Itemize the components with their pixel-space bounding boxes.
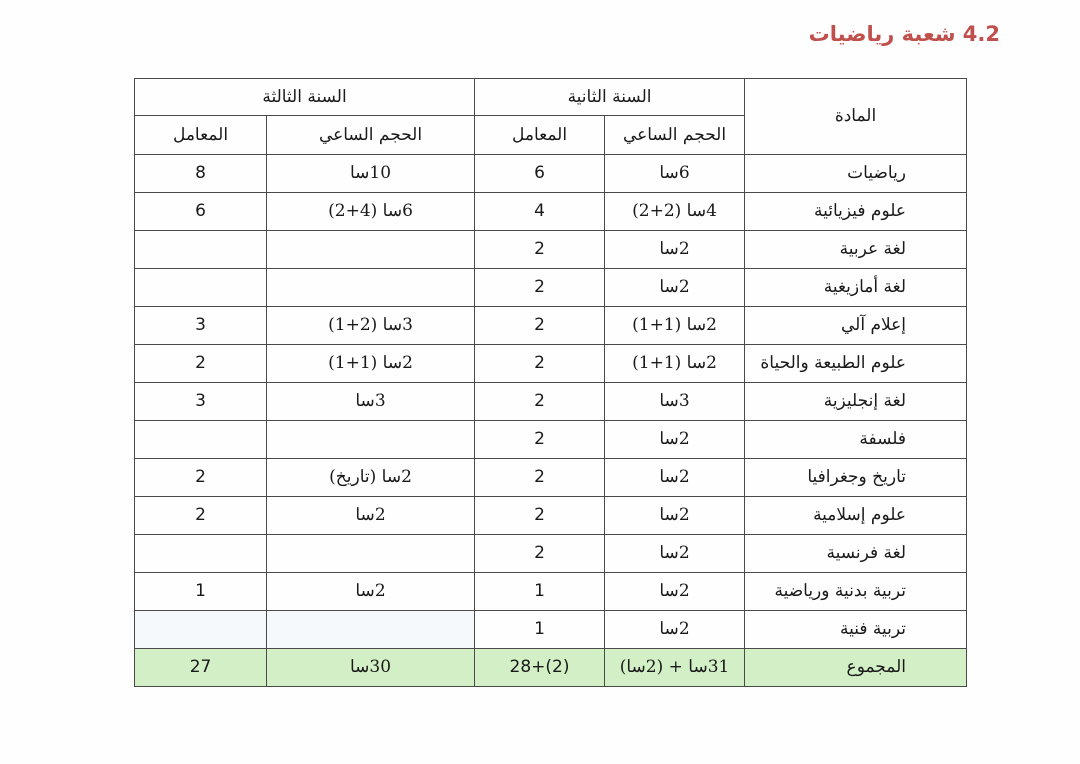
total-year3-hours-cell: 30سا [267,649,475,687]
table-row [135,269,967,307]
table-row [135,383,967,421]
year3-hours-cell [267,421,475,459]
year3-hours-cell: 6سا (4+2) [267,193,475,231]
subject-header: المادة [745,79,967,155]
table-row [135,231,967,269]
year3-hours-cell: 2سا (تاريخ) [267,459,475,497]
subject-cell: تربية بدنية ورياضية [745,573,967,611]
subject-cell: لغة إنجليزية [745,383,967,421]
year3-coef-cell [135,611,267,649]
subject-cell: علوم الطبيعة والحياة [745,345,967,383]
year3-hours-cell: 3سا (2+1) [267,307,475,345]
year2-hours-cell: 2سا [605,535,745,573]
subject-cell: تربية فنية [745,611,967,649]
year3-hours-cell: 2سا (1+1) [267,345,475,383]
year3-coef-cell: 8 [135,155,267,193]
year3-hours-cell: 10سا [267,155,475,193]
year2-hours-cell: 2سا [605,573,745,611]
year3-hours-cell [267,611,475,649]
year2-hours-cell: 2سا [605,497,745,535]
year2-coef-cell: 2 [475,345,605,383]
year2-coef-cell: 2 [475,383,605,421]
year2-coef-cell: 1 [475,611,605,649]
subject-cell: تاريخ وجغرافيا [745,459,967,497]
year2-hours-cell: 2سا (1+1) [605,307,745,345]
year2-coef-cell: 2 [475,269,605,307]
year2-coef-cell: 2 [475,307,605,345]
year3-hours-cell [267,231,475,269]
year3-hours-cell [267,269,475,307]
table-row [135,459,967,497]
year3-coef-cell: 2 [135,497,267,535]
year2-hours-cell: 6سا [605,155,745,193]
year3-coef-cell: 6 [135,193,267,231]
year2-coef-cell: 2 [475,459,605,497]
year3-hours-cell [267,535,475,573]
subject-cell: لغة أمازيغية [745,269,967,307]
table-row [135,611,967,649]
year2-coef-cell: 4 [475,193,605,231]
subject-cell: إعلام آلي [745,307,967,345]
table-row [135,497,967,535]
year2-coef-cell: 2 [475,231,605,269]
year3-hours-cell: 2سا [267,497,475,535]
year3-coef-cell [135,535,267,573]
curriculum-table [134,78,967,687]
year3-coef-cell: 2 [135,345,267,383]
subject-cell: علوم فيزيائية [745,193,967,231]
total-label-cell: المجموع [745,649,967,687]
year3-header: السنة الثالثة [135,79,475,116]
year2-hours-cell: 2سا [605,269,745,307]
table-row [135,193,967,231]
subject-cell: رياضيات [745,155,967,193]
year3-coef-cell [135,231,267,269]
year2-coef-header: المعامل [475,116,605,155]
table-body [135,155,967,687]
table-row [135,307,967,345]
table-row [135,345,967,383]
section-title: 4.2 شعبة رياضيات [808,22,1000,46]
subject-cell: فلسفة [745,421,967,459]
year2-hours-cell: 2سا [605,611,745,649]
year2-header: السنة الثانية [475,79,745,116]
year3-coef-cell [135,421,267,459]
year2-coef-cell: 2 [475,421,605,459]
year2-hours-cell: 2سا (1+1) [605,345,745,383]
subject-cell: علوم إسلامية [745,497,967,535]
year3-coef-cell: 2 [135,459,267,497]
year3-hours-header: الحجم الساعي [267,116,475,155]
year2-coef-cell: 1 [475,573,605,611]
subject-cell: لغة عربية [745,231,967,269]
year3-coef-header: المعامل [135,116,267,155]
year3-hours-cell: 3سا [267,383,475,421]
year3-hours-cell: 2سا [267,573,475,611]
year2-hours-cell: 2سا [605,459,745,497]
year2-hours-cell: 3سا [605,383,745,421]
year2-hours-cell: 2سا [605,231,745,269]
year2-coef-cell: 2 [475,497,605,535]
table-row [135,535,967,573]
year2-coef-cell: 6 [475,155,605,193]
year2-coef-cell: 2 [475,535,605,573]
year3-coef-cell [135,269,267,307]
year3-coef-cell: 3 [135,383,267,421]
year2-hours-cell: 2سا [605,421,745,459]
year3-coef-cell: 3 [135,307,267,345]
year2-hours-header: الحجم الساعي [605,116,745,155]
subject-cell: لغة فرنسية [745,535,967,573]
table-row [135,573,967,611]
table-row [135,155,967,193]
year2-hours-cell: 4سا (2+2) [605,193,745,231]
total-year2-coef-cell: 28+(2) [475,649,605,687]
total-year3-coef-cell: 27 [135,649,267,687]
total-row [135,649,967,687]
year3-coef-cell: 1 [135,573,267,611]
table-row [135,421,967,459]
total-year2-hours-cell: 31سا + (2سا) [605,649,745,687]
